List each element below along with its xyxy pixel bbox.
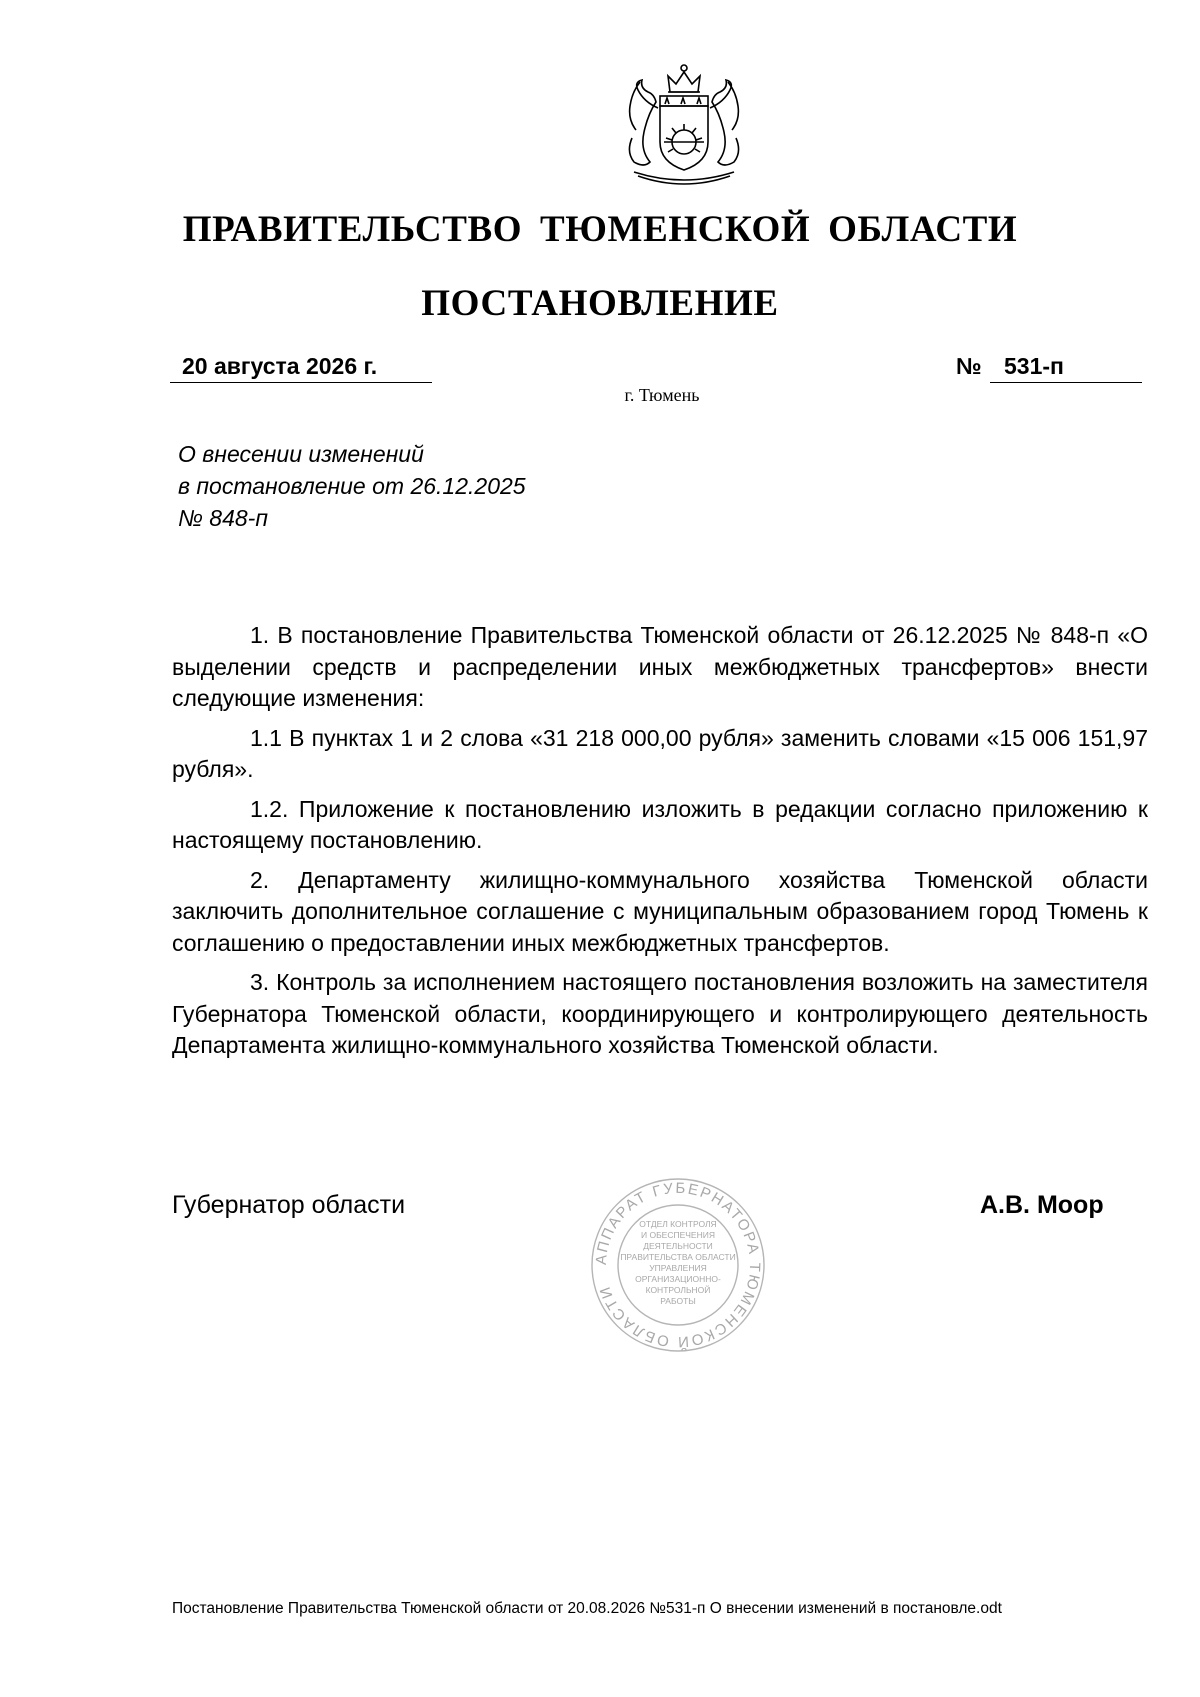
number-sign: № — [956, 353, 982, 379]
stamp-inner-line: УПРАВЛЕНИЯ — [649, 1263, 707, 1273]
document-footer: Постановление Правительства Тюменской области от 20.08.2026 №531-п О внесении изменений в постановле.odt — [172, 1600, 1002, 1617]
body-paragraph: 1.1 В пунктах 1 и 2 слова «31 218 000,00 рубля» заменить словами «15 006 151,97 рубля». — [172, 724, 1148, 782]
document-type-title: ПОСТАНОВЛЕНИЕ — [421, 283, 779, 324]
body-paragraph: 1.2. Приложение к постановлению изложить в редакции согласно приложению к настоящему постановлению. — [172, 795, 1148, 853]
document-city: г. Тюмень — [624, 385, 700, 405]
body-paragraph: 1. В постановление Правительства Тюменской области от 26.12.2025 № 848-п «О выделении средств и распределении иных межбюджетных трансфертов» внести следующие изменения: — [172, 622, 1148, 711]
stamp-inner-line: РАБОТЫ — [660, 1296, 696, 1306]
coat-of-arms-icon — [604, 62, 764, 192]
subject-line: № 848-п — [178, 505, 268, 531]
stamp-inner-line: ОРГАНИЗАЦИОННО- — [635, 1274, 721, 1284]
stamp-inner-line: ДЕЯТЕЛЬНОСТИ — [643, 1241, 713, 1251]
document-date: 20 августа 2026 г. — [170, 352, 432, 383]
body-paragraph: 3. Контроль за исполнением настоящего постановления возложить на заместителя Губернатора Тюменской области, координирующего и контролирующего деятельность Департамента жилищно-коммунального хозяйства Тюменской области. — [172, 969, 1148, 1058]
organization-title: ПРАВИТЕЛЬСТВО ТЮМЕНСКОЙ ОБЛАСТИ — [182, 209, 1018, 250]
stamp-inner-line: И ОБЕСПЕЧЕНИЯ — [641, 1230, 715, 1240]
body-paragraph: 2. Департаменту жилищно-коммунального хозяйства Тюменской области заключить дополнительное соглашение с муниципальным образованием город Тюмень к соглашению о предоставлении иных межбюджетных трансфертов. — [172, 866, 1148, 956]
subject-line: в постановление от 26.12.2025 — [178, 473, 526, 499]
document-subject — [178, 438, 526, 534]
stamp-outer-text: АППАРАТ ГУБЕРНАТОРА ТЮМЕНСКОЙ ОБЛАСТИ — [592, 1179, 764, 1351]
stamp-inner-line: ОТДЕЛ КОНТРОЛЯ — [639, 1219, 717, 1229]
stamp-inner-line: ПРАВИТЕЛЬСТВА ОБЛАСТИ — [620, 1252, 736, 1262]
signatory-title: Губернатор области — [172, 1191, 406, 1219]
document-body — [172, 620, 1148, 1070]
official-stamp — [588, 1175, 768, 1355]
subject-line: О внесении изменений — [178, 441, 424, 467]
signatory-name: А.В. Моор — [980, 1191, 1104, 1219]
stamp-inner-line: КОНТРОЛЬНОЙ — [645, 1285, 711, 1295]
document-number: 531-п — [990, 352, 1142, 383]
